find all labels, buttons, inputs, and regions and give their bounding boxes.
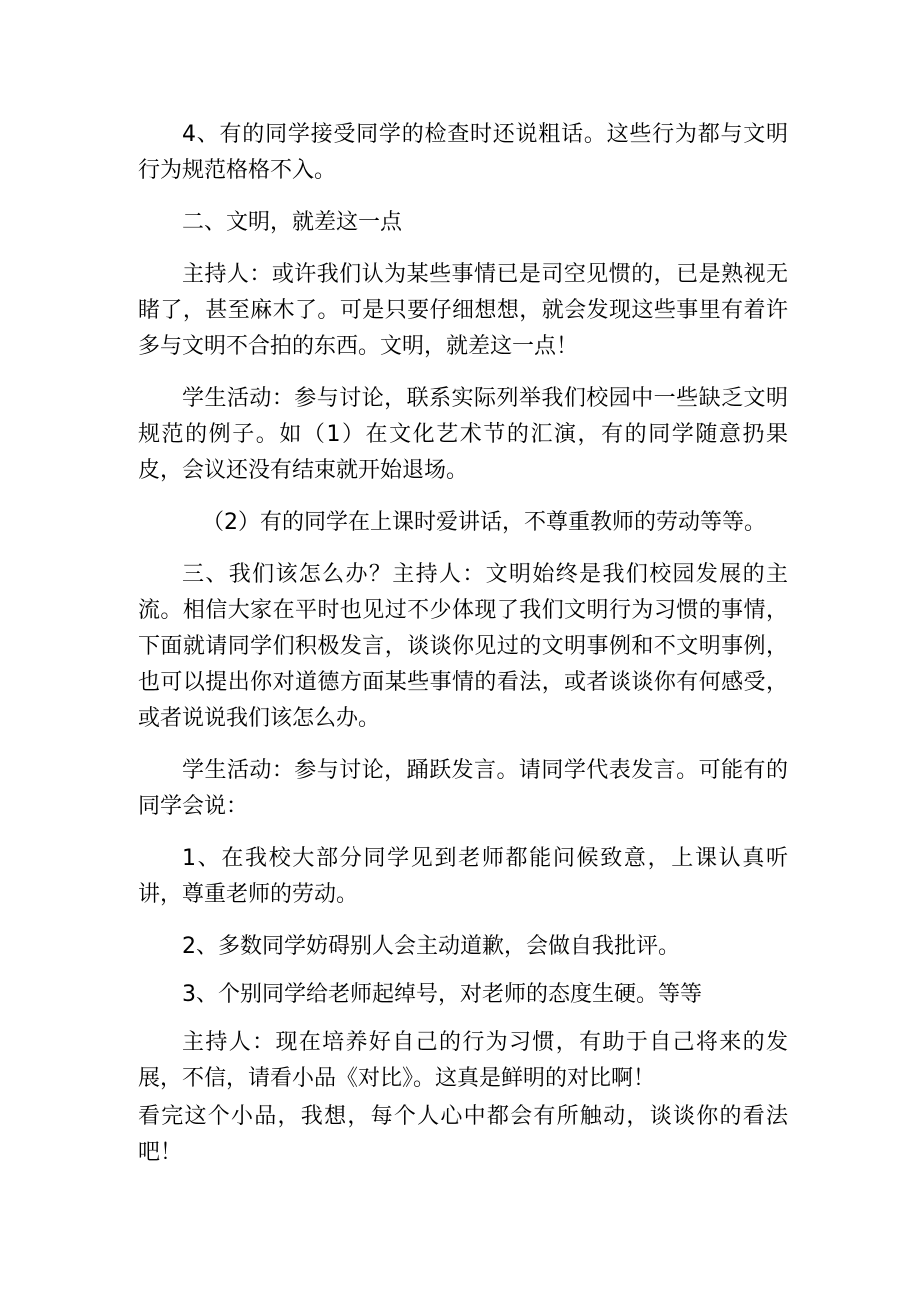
paragraph-item-4: 4、有的同学接受同学的检查时还说粗话。这些行为都与文明行为规范格格不入。 (138, 122, 788, 183)
list-item-3: 3、个别同学给老师起绰号，对老师的态度生硬。等等 (182, 982, 702, 1007)
example-item-2: （2）有的同学在上课时爱讲话，不尊重教师的劳动等等。 (202, 510, 766, 535)
list-item-1: 1、在我校大部分同学见到老师都能问候致意，上课认真听讲，尊重老师的劳动。 (138, 846, 788, 907)
student-activity-paragraph-2: 学生活动：参与讨论，踊跃发言。请同学代表发言。可能有的同学会说： (138, 758, 788, 819)
student-activity-paragraph-1: 学生活动：参与讨论，联系实际列举我们校园中一些缺乏文明规范的例子。如（1）在文化艺术节的汇演，有的同学随意扔果皮，会议还没有结束就开始退场。 (138, 386, 788, 483)
list-item-2: 2、多数同学妨碍别人会主动道歉，会做自我批评。 (182, 934, 680, 959)
host-paragraph-2: 主持人：现在培养好自己的行为习惯，有助于自己将来的发展，不信，请看小品《对比》。这真是鲜明的对比啊！ (138, 1030, 788, 1091)
closing-paragraph: 看完这个小品，我想，每个人心中都会有所触动，谈谈你的看法吧！ (138, 1104, 788, 1165)
section-heading-2: 二、文明，就差这一点 (182, 210, 403, 235)
host-paragraph-1: 主持人：或许我们认为某些事情已是司空见惯的，已是熟视无睹了，甚至麻木了。可是只要仔细想想，就会发现这些事里有着许多与文明不合拍的东西。文明，就差这一点！ (138, 262, 788, 359)
section-heading-3-paragraph: 三、我们该怎么办？主持人：文明始终是我们校园发展的主流。相信大家在平时也见过不少体现了我们文明行为习惯的事情，下面就请同学们积极发言，谈谈你见过的文明事例和不文明事例，也可以提出你对道德方面某些事情的看法，或者谈谈你有何感受，或者说说我们该怎么办。 (138, 562, 788, 731)
document-body (138, 117, 788, 1171)
